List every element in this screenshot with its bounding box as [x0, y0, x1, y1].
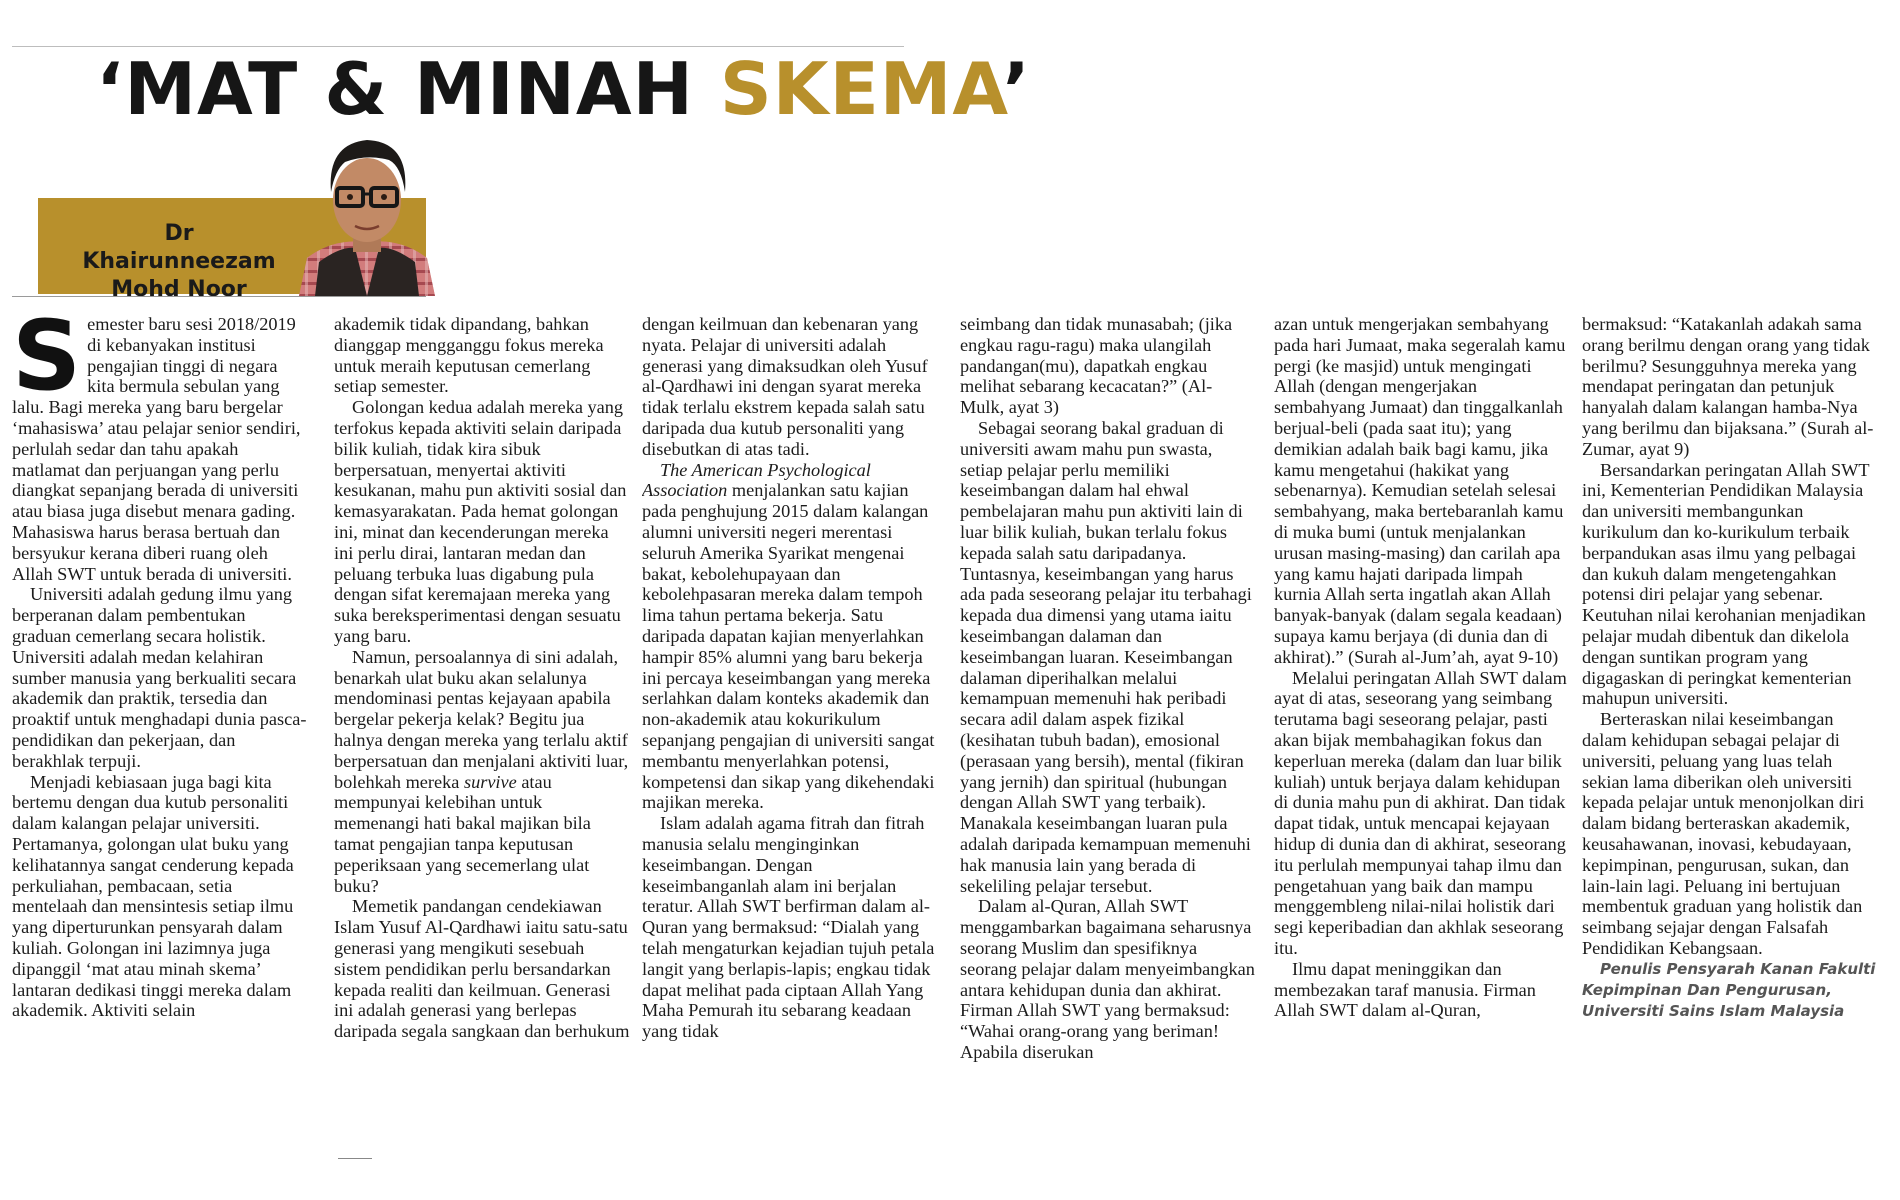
- author-portrait: [293, 126, 441, 296]
- column-3: [642, 314, 938, 1174]
- column-1: [12, 314, 308, 1174]
- headline-accent: SKEMA: [719, 47, 1003, 131]
- paragraph: Universiti adalah gedung ilmu yang berperanan dalam pembentukan graduan cemerlang secara holistik. Universiti adalah medan kelahiran sumber manusia yang berkualiti secara akademik dan praktik, tersedia dan proaktif untuk menghadapi dunia pasca-pendidikan dan pekerjaan, dan berakhlak terpuji.: [12, 584, 307, 771]
- paragraph: [642, 460, 938, 814]
- emphasis-term: The American Psychological Association: [642, 459, 871, 501]
- paragraph: Berteraskan nilai keseimbangan dalam kehidupan sebagai pelajar di universiti, peluang yang luas telah sekian lama diberikan oleh universiti kepada pelajar untuk menonjolkan diri dalam bidang berteraskan akademik, keusahawanan, inovasi, kebudayaan, kepimpinan, pengurusan, sukan, dan lain-lain lagi. Peluang ini bertujuan membentuk graduan yang holistik dan seimbang sejajar dengan Falsafah Pendidikan Kebangsaan.: [1582, 709, 1865, 958]
- column-4: [960, 314, 1256, 1174]
- paragraph: Sebagai seorang bakal graduan di universiti awam mahu pun swasta, setiap pelajar perlu memiliki keseimbangan dalam hal ehwal pembelajaran mahu pun aktiviti lain di luar bilik kuliah, bukan terlalu fokus kepada salah satu daripadanya. Tuntasnya, keseimbangan yang harus ada pada seseorang pelajar itu terbahagi kepada dua dimensi yang utama iaitu keseimbangan dalaman dan keseimbangan luaran. Keseimbangan dalaman diperihalkan melalui kemampuan memenuhi hak peribadi secara adil dalam aspek fizikal (kesihatan tubuh badan), emosional (perasaan yang bersih), mental (fikiran yang jernih) dan spiritual (hubungan dengan Allah SWT yang terbaik). Manakala keseimbangan luaran pula adalah daripada kemampuan memenuhi hak manusia lain yang berada di sekeliling pelajar tersebut.: [960, 417, 1252, 896]
- article-body: [12, 314, 1882, 1174]
- author-byline: [74, 220, 284, 304]
- paragraph-text: Namun, persoalannya di sini adalah, benarkah ulat buku akan selalunya mendominasi pentas kejayaan apabila bergelar pekerja kelak? Begitu jua halnya dengan mereka yang terlalu aktif berpersatuan dan menjalani aktiviti luar, bolehkah mereka: [334, 646, 629, 792]
- paragraph: Melalui peringatan Allah SWT dalam ayat di atas, seseorang yang seimbang terutama bagi seseorang pelajar, pasti akan bijak membahagikan fokus dan keperluan mereka (dalam dan luar bilik kuliah) untuk berjaya dalam kehidupan di dunia mahu pun di akhirat. Dan tidak dapat tidak, untuk mencapai kejayaan hidup di dunia dan di akhirat, seseorang itu perlulah mempunyai tahap ilmu dan pengetahuan yang baik dan mampu menggembleng nilai-nilai holistik dari segi keperibadian dan akhlak seseorang itu.: [1274, 667, 1567, 958]
- author-name-line1: Dr Khairunneezam: [82, 221, 276, 274]
- paragraph: Bersandarkan peringatan Allah SWT ini, Kementerian Pendidikan Malaysia dan universiti membangunkan kurikulum dan ko-kurikulum terbaik berpandukan asas ilmu yang pelbagai dan kukuh dalam mengetengahkan potensi diri pelajar yang sebenar. Keutuhan nilai kerohanian menjadikan pelajar mudah dibentuk dan dikelola dengan suntikan program yang digagaskan di peringkat kementerian mahupun universiti.: [1582, 459, 1870, 709]
- headline-closing-quote: ’: [1002, 47, 1031, 131]
- paragraph: seimbang dan tidak munasabah; (jika engkau ragu-ragu) maka ulangilah pandangan(mu), dapatkah engkau melihat sebarang kecacatan?” (Al-Mulk, ayat 3): [960, 314, 1233, 418]
- paragraph: dengan keilmuan dan kebenaran yang nyata. Pelajar di universiti adalah generasi yang dimaksudkan oleh Yusuf al-Qardhawi ini dengan syarat mereka tidak terlalu ekstrem kepada salah satu daripada dua kutub personaliti yang disebutkan di atas tadi.: [642, 314, 928, 459]
- author-credit: Penulis Pensyarah Kanan Fakulti Kepimpinan Dan Pengurusan, Universiti Sains Islam Malaysia: [1582, 959, 1876, 1020]
- paragraph: Golongan kedua adalah mereka yang terfokus kepada aktiviti selain daripada bilik kuliah, tidak kira sibuk berpersatuan, menyertai aktiviti kesukanan, mahu pun aktiviti sosial dan kemasyarakatan. Pada hemat golongan ini, minat dan kecenderungan mereka ini perlu dirai, lantaran medan dan peluang terbuka luas digabung pula dengan sifat keremajaan mereka yang suka bereksperimentasi dengan sesuatu yang baru.: [334, 397, 627, 646]
- paragraph-text: emester baru sesi 2018/2019 di kebanyakan institusi pengajian tinggi di negara kita bermula sebulan yang lalu. Bagi mereka yang baru bergelar ‘mahasiswa’ atau pelajar senior sendiri, perlulah sedar dan tahu apakah matlamat dan perjuangan yang perlu diangkat sepanjang berada di universiti atau biasa juga disebut menara gading. Mahasiswa harus berasa bertuah dan bersyukur kerana diberi ruang oleh Allah SWT untuk berada di universiti.: [12, 314, 301, 584]
- drop-cap: S: [12, 314, 82, 412]
- paragraph: Islam adalah agama fitrah dan fitrah manusia selalu menginginkan keseimbangan. Dengan keseimbanganlah alam ini berjalan teratur. Allah SWT berfirman dalam al-Quran yang bermaksud: “Dialah yang telah mengaturkan kejadian tujuh petala langit yang berlapis-lapis; engkau tidak dapat melihat pada ciptaan Allah Yang Maha Pemurah itu sebarang keadaan yang tidak: [642, 813, 935, 1042]
- paragraph: Ilmu dapat meninggikan dan membezakan taraf manusia. Firman Allah SWT dalam al-Quran,: [1274, 958, 1536, 1021]
- paragraph: [12, 314, 308, 584]
- paragraph: Memetik pandangan cendekiawan Islam Yusuf Al-Qardhawi iaitu satu-satu generasi yang mengikuti sesebuah sistem pendidikan perlu bersandarkan kepada realiti dan keilmuan. Generasi ini adalah generasi yang berlepas daripada segala sangkaan dan berhukum: [334, 896, 630, 1042]
- paragraph: [334, 647, 630, 897]
- column-end-mark: [338, 1158, 372, 1159]
- emphasis-term: survive: [463, 771, 517, 792]
- paragraph: bermaksud: “Katakanlah adakah sama orang berilmu dengan orang yang tidak berilmu? Sesungguhnya mereka yang mendapat peringatan dan petunjuk hanyalah dalam kalangan hamba-Nya yang berilmu dan bijaksana.” (Surah al-Zumar, ayat 9): [1582, 314, 1874, 459]
- paragraph: azan untuk mengerjakan sembahyang pada hari Jumaat, maka segeralah kamu pergi (ke masjid) untuk mengingati Allah (dengan mengerjakan sembahyang Jumaat) dan tinggalkanlah berjual-beli (pada saat itu); yang demikian adalah baik bagi kamu, jika kamu mengetahui (hakikat yang sebenarnya). Kemudian setelah selesai sembahyang, maka bertebaranlah kamu di muka bumi (untuk menjalankan urusan masing-masing) dan carilah apa yang kamu hajati daripada limpah kurnia Allah serta ingatlah akan Allah banyak-banyak (dalam segala keadaan) supaya kamu berjaya (di dunia dan di akhirat).” (Surah al-Jum’ah, ayat 9-10): [1274, 314, 1566, 667]
- paragraph-text: menjalankan satu kajian pada penghujung 2015 dalam kalangan alumni universiti negeri merentasi seluruh Amerika Syarikat mengenai bakat, kebolehupayaan dan kebolehpasaran mereka dalam tempoh lima tahun pertama bekerja. Satu daripada dapatan kajian menyerlahkan hampir 85% alumni yang baru bekerja ini percaya keseimbangan yang mereka serlahkan dalam konteks akademik dan non-akademik atau kokurikulum sepanjang pengajian di universiti sangat membantu menyerlahkan potensi, kompetensi dan sikap yang dikehendaki majikan mereka.: [642, 480, 935, 813]
- headline: [96, 48, 1031, 131]
- column-2: [334, 314, 630, 1174]
- paragraph-text: atau mempunyai kelebihan untuk memenangi hati bakal majikan bila tamat pengajian tanpa keputusan peperiksaan yang secemerlang ulat buku?: [334, 771, 591, 896]
- paragraph: akademik tidak dipandang, bahkan dianggap mengganggu fokus mereka untuk meraih keputusan cemerlang setiap semester.: [334, 314, 604, 397]
- column-6: [1582, 314, 1878, 1174]
- author-name-line2: Mohd Noor: [111, 277, 247, 302]
- paragraph: Dalam al-Quran, Allah SWT menggambarkan bagaimana seharusnya seorang Muslim dan spesifiknya seorang pelajar dalam menyeimbangkan antara kehidupan dunia dan akhirat. Firman Allah SWT yang bermaksud: “Wahai orang-orang yang beriman! Apabila diserukan: [960, 896, 1255, 1062]
- byline-rule: [12, 296, 426, 297]
- column-5: [1274, 314, 1570, 1174]
- paragraph: Menjadi kebiasaan juga bagi kita bertemu dengan dua kutub personaliti dalam kalangan pelajar universiti. Pertamanya, golongan ulat buku yang kelihatannya sangat cenderung kepada perkuliahan, pembacaan, setia mentelaah dan mensintesis setiap ilmu yang diperturunkan pensyarah dalam kuliah. Golongan ini lazimnya juga dipanggil ‘mat atau minah skema’ lantaran dedikasi tinggi mereka dalam akademik. Aktiviti selain: [12, 771, 294, 1021]
- headline-text: ‘MAT & MINAH: [96, 47, 720, 131]
